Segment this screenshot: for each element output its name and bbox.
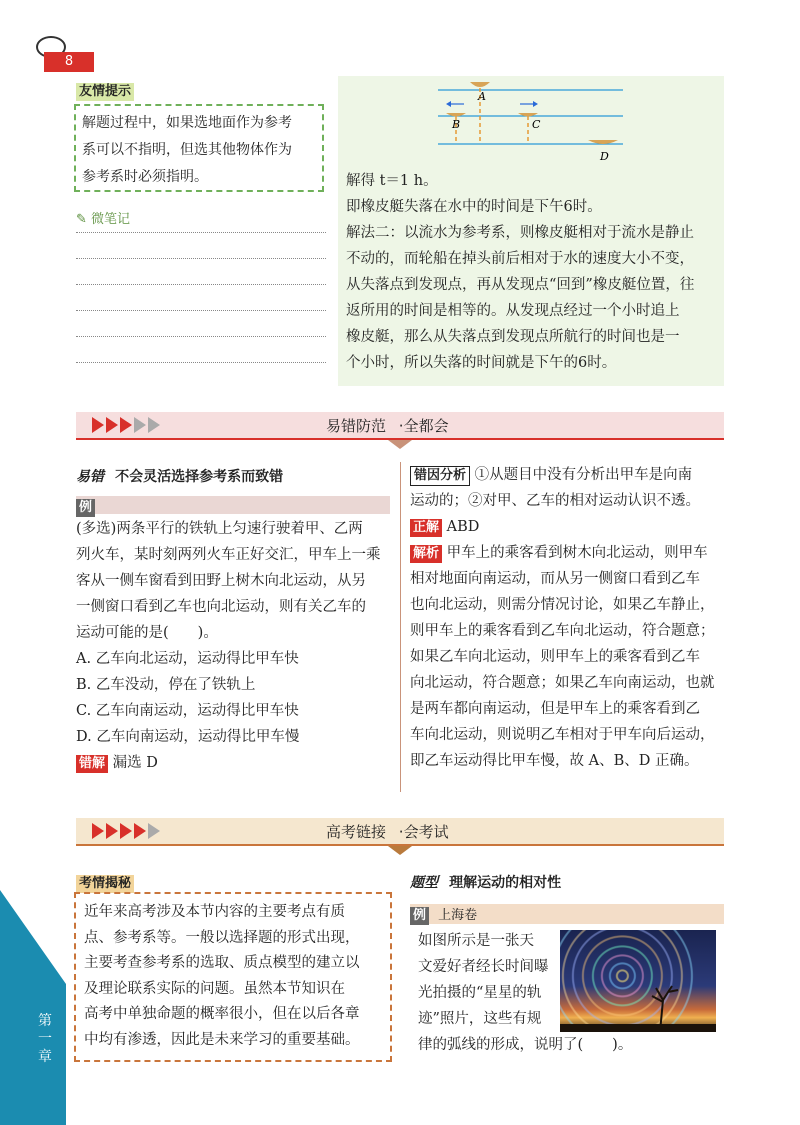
chapter-label: 第一章 <box>38 1013 52 1065</box>
section-title: 高考链接 <box>326 823 387 841</box>
note-line <box>76 284 326 285</box>
friendly-tip-line: 解题过程中，如果选地面作为参考 <box>82 115 292 131</box>
example-tag: 例 <box>410 907 429 925</box>
diagram-label-c: C <box>532 118 541 131</box>
notes-title: 微笔记 <box>91 212 131 227</box>
solution-line: 解法二：以流水为参考系，则橡皮艇相对于流水是静止 <box>346 225 694 241</box>
river-diagram <box>338 76 724 166</box>
exam-secret-line: 主要考查参考系的选取、质点模型的建立以 <box>84 955 360 971</box>
section-subtitle: ·会考试 <box>398 823 449 841</box>
friendly-tip-line: 参考系时必须指明。 <box>82 169 208 185</box>
notes-header <box>76 208 130 227</box>
question-line: (多选)两条平行的铁轨上匀速行驶着甲、乙两 <box>76 521 363 537</box>
explain-line: 如果乙车向北运动，则甲车上的乘客看到乙车 <box>410 649 700 665</box>
wrong-answer-row <box>76 750 381 776</box>
exam-secret-line: 近年来高考涉及本节内容的主要考点有质 <box>84 904 345 920</box>
diagram-label-d: D <box>600 150 609 163</box>
solution-box <box>338 76 724 386</box>
exam-secret-line: 高考中单独命题的概率很小，但在以后各章 <box>84 1006 360 1022</box>
note-line <box>76 362 326 363</box>
banner-arrows <box>92 823 162 839</box>
explain-line: 相对地面向南运动，而从另一侧窗口看到乙车 <box>410 571 700 587</box>
exam-secret-line: 及理论联系实际的问题。虽然本节知识在 <box>84 980 345 997</box>
question-line: 一侧窗口看到乙车也向北运动，则有关乙车的 <box>76 599 366 615</box>
exam-source: 上海卷 <box>438 908 478 923</box>
explain-row <box>410 540 715 566</box>
question-type-line: 迹”照片，这些有规 <box>418 1011 542 1027</box>
cause-line: 运动的；②对甲、乙车的相对运动认识不透。 <box>410 493 700 509</box>
note-line <box>76 232 326 233</box>
section-banner <box>76 412 724 440</box>
friendly-tip-header <box>76 80 134 101</box>
friendly-tip-title: 友情提示 <box>76 83 134 101</box>
note-line <box>76 310 326 311</box>
example-tag: 例 <box>76 499 95 517</box>
exam-secret-box <box>74 892 392 1062</box>
diagram-label-a: A <box>478 90 486 103</box>
option-c: C. 乙车向南运动，运动得比甲车快 <box>76 703 299 719</box>
question-line: 客从一侧车窗看到田野上树木向北运动，从另 <box>76 573 366 589</box>
section-banner <box>76 818 724 846</box>
tree-silhouette <box>560 930 716 1032</box>
exam-secret-header <box>76 872 134 893</box>
explain-line: 车向北运动，则说明乙车相对于甲车向后运动， <box>410 727 715 743</box>
example-bar <box>76 496 390 514</box>
exam-secret-line: 点、参考系等。一般以选择题的形式出现， <box>84 929 360 946</box>
solution-line: 橡皮艇，那么从失落点到发现点所航行的时间也是一 <box>346 329 680 345</box>
cause-line: ①从题目中没有分析出甲车是向南 <box>474 467 693 483</box>
explain-line: 向北运动，符合题意；如果乙车向南运动，也就 <box>410 675 715 691</box>
option-b: B. 乙车没动，停在了铁轨上 <box>76 677 256 693</box>
explain-tag: 解析 <box>410 545 442 563</box>
pencil-icon: ✎ <box>76 212 87 227</box>
cause-tag: 错因分析 <box>410 466 470 486</box>
explain-line: 是两车都向南运动，但是甲车上的乘客看到乙 <box>410 701 700 717</box>
page-number-badge <box>44 52 94 72</box>
question-type-title: 理解运动的相对性 <box>449 875 562 891</box>
explain-line: 甲车上的乘客看到树木向北运动，则甲车 <box>446 545 708 561</box>
page-number: 8 <box>64 54 74 69</box>
wrong-answer: 漏选 D <box>112 755 158 771</box>
diagram-label-b: B <box>452 118 461 131</box>
note-line <box>76 258 326 259</box>
exam-secret-line: 中均有渗透，因此是未来学习的重要基础。 <box>84 1031 360 1048</box>
correct-answer: ABD <box>446 519 480 535</box>
mistake-heading-text: 不会灵活选择参考系而致错 <box>115 469 284 485</box>
mistake-heading-tag: 易错 <box>76 469 104 485</box>
question-type-line: 律的弧线的形成，说明了( )。 <box>418 1037 633 1053</box>
solution-line: 解得 t＝1 h。 <box>346 173 438 189</box>
question-type-line: 光拍摄的“星星的轨 <box>418 985 542 1001</box>
explain-line: 即乙车运动得比甲车慢，故 A、B、D 正确。 <box>410 753 699 769</box>
option-d: D. 乙车向南运动，运动得比甲车慢 <box>76 729 300 745</box>
explain-line: 则甲车上的乘客看到乙车向北运动，符合题意； <box>410 623 715 639</box>
example-bar <box>410 904 724 924</box>
correct-tag: 正解 <box>410 519 442 537</box>
section-subtitle: ·全都会 <box>398 417 449 435</box>
exam-secret-title: 考情揭秘 <box>76 875 134 893</box>
mistake-heading <box>76 466 283 486</box>
question-type-line: 如图所示是一张天 <box>418 933 534 949</box>
solution-line: 个小时，所以失落的时间就是下午的6时。 <box>346 355 617 371</box>
chapter-strip <box>0 890 66 1125</box>
question-line: 运动可能的是( )。 <box>76 625 218 641</box>
solution-line: 从失落点到发现点，再从发现点“回到”橡皮艇位置，往 <box>346 277 695 293</box>
explain-line: 也向北运动，则需分情况讨论，如果乙车静止， <box>410 597 715 613</box>
friendly-tip-box <box>74 104 324 192</box>
question-type-tag: 题型 <box>410 875 438 891</box>
star-trails-photo <box>560 930 716 1032</box>
banner-pointer <box>388 440 412 449</box>
question-type-heading <box>410 872 561 892</box>
solution-line: 返所用的时间是相等的。从发现点经过一个小时追上 <box>346 303 680 319</box>
cause-row <box>410 462 715 488</box>
friendly-tip-line: 系可以不指明，但选其他物体作为 <box>82 142 292 158</box>
column-divider <box>400 462 401 792</box>
option-a: A. 乙车向北运动，运动得比甲车快 <box>76 651 299 667</box>
solution-line: 不动的，而轮船在掉头前后相对于水的速度大小不变， <box>346 251 694 267</box>
note-line <box>76 336 326 337</box>
section-title: 易错防范 <box>326 417 387 435</box>
banner-pointer <box>388 846 412 855</box>
correct-row <box>410 514 715 540</box>
banner-arrows <box>92 417 162 433</box>
question-line: 列火车，某时刻两列火车正好交汇，甲车上一乘 <box>76 547 381 563</box>
wrong-tag: 错解 <box>76 755 108 773</box>
question-type-line: 文爱好者经长时间曝 <box>418 959 549 975</box>
solution-line: 即橡皮艇失落在水中的时间是下午6时。 <box>346 199 602 215</box>
